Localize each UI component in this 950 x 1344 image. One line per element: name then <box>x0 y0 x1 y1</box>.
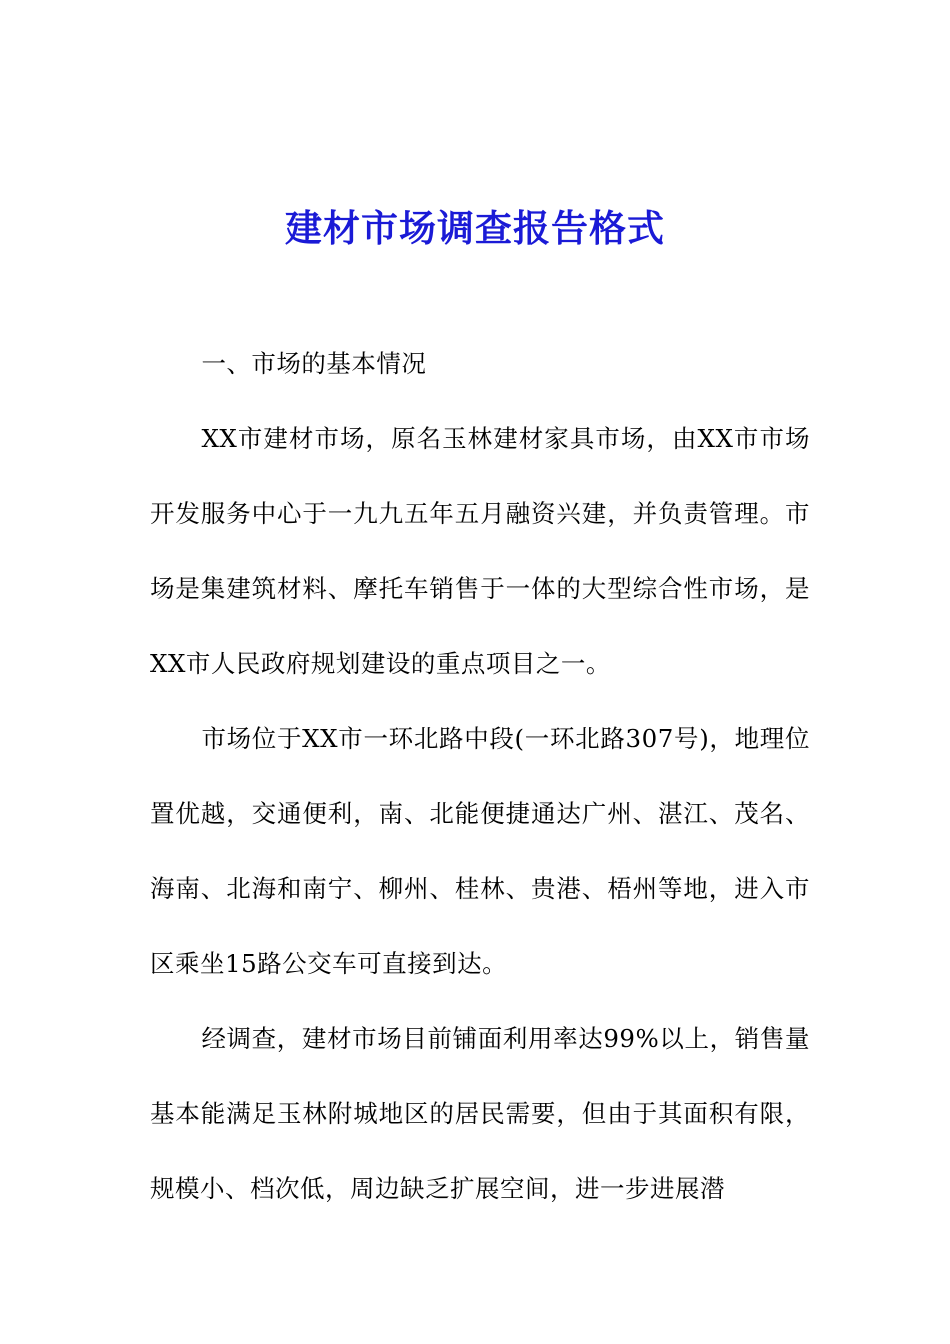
document-title: 建材市场调查报告格式 <box>285 206 665 250</box>
paragraph-market-location: 市场位于XX市一环北路中段(一环北路307号)，地理位置优越，交通便利，南、北能便捷通达广州、湛江、茂名、海南、北海和南宁、柳州、桂林、贵港、梧州等地，进入市区乘坐15路公交车可直接到达。 <box>150 724 810 978</box>
paragraph-market-overview: XX市建材市场，原名玉林建材家具市场，由XX市市场开发服务中心于一九九五年五月融资兴建，并负责管理。市场是集建筑材料、摩托车销售于一体的大型综合性市场，是XX市人民政府规划建设的重点项目之一。 <box>150 424 810 678</box>
section-heading: 一、市场的基本情况 <box>201 349 427 378</box>
document-body <box>150 326 810 1226</box>
paragraph-survey-findings: 经调查，建材市场目前铺面利用率达99%以上，销售量基本能满足玉林附城地区的居民需要，但由于其面积有限，规模小、档次低，周边缺乏扩展空间，进一步进展潜 <box>150 1024 810 1203</box>
